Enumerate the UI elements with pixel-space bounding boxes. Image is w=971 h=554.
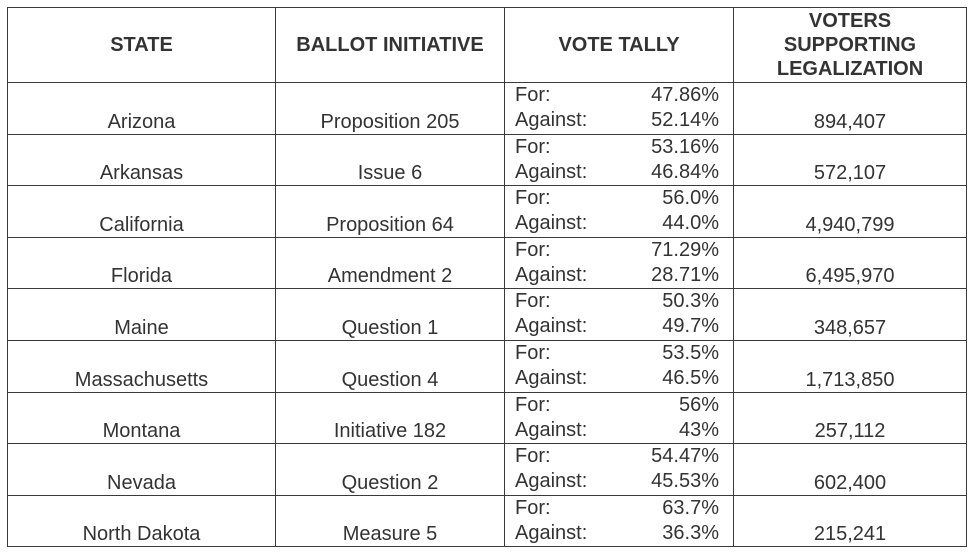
initiative-cell: Issue 6 [276, 134, 505, 186]
table-row [8, 289, 967, 341]
against-label: Against: [515, 366, 588, 389]
against-line [515, 521, 719, 546]
against-line [515, 418, 719, 443]
table-body [8, 83, 967, 547]
initiative-cell: Question 2 [276, 444, 505, 496]
state-cell: Arkansas [8, 134, 276, 186]
table-row [8, 134, 967, 186]
vote-tally-cell [505, 186, 734, 238]
for-line [515, 393, 719, 418]
for-percent: 54.47% [651, 445, 719, 468]
against-label: Against: [515, 470, 588, 493]
against-percent: 45.53% [651, 470, 719, 493]
voters-supporting-cell: 1,713,850 [734, 340, 967, 392]
voters-supporting-cell: 215,241 [734, 495, 967, 547]
state-cell: Arizona [8, 83, 276, 135]
vote-tally [505, 393, 733, 443]
for-label: For: [515, 496, 551, 519]
initiative-cell: Question 4 [276, 340, 505, 392]
vote-tally [505, 341, 733, 391]
table-row [8, 237, 967, 289]
vote-tally-cell [505, 444, 734, 496]
state-cell: Montana [8, 392, 276, 444]
vote-tally [505, 186, 733, 236]
initiative-cell: Initiative 182 [276, 392, 505, 444]
table-row [8, 83, 967, 135]
against-line [515, 366, 719, 391]
against-percent: 28.71% [651, 263, 719, 286]
voters-supporting-cell: 4,940,799 [734, 186, 967, 238]
for-line [515, 186, 719, 211]
state-cell: Florida [8, 237, 276, 289]
state-cell: Nevada [8, 444, 276, 496]
for-percent: 56.0% [662, 187, 719, 210]
initiative-cell: Amendment 2 [276, 237, 505, 289]
for-percent: 50.3% [662, 290, 719, 313]
vote-tally-cell [505, 134, 734, 186]
voters-supporting-column-header [734, 8, 967, 83]
for-line [515, 444, 719, 469]
for-line [515, 341, 719, 366]
state-cell: Massachusetts [8, 340, 276, 392]
for-label: For: [515, 290, 551, 313]
table-row [8, 495, 967, 547]
against-percent: 44.0% [662, 212, 719, 235]
ballot-results-table [7, 7, 967, 547]
vote-tally [505, 289, 733, 339]
against-label: Against: [515, 212, 588, 235]
for-label: For: [515, 84, 551, 106]
vote-tally [505, 83, 733, 133]
for-label: For: [515, 341, 551, 364]
for-label: For: [515, 445, 551, 468]
against-percent: 43% [678, 418, 719, 441]
against-percent: 46.5% [662, 366, 719, 389]
against-line [515, 469, 719, 494]
for-label: For: [515, 393, 551, 416]
vote-tally-cell [505, 495, 734, 547]
table-header [8, 8, 967, 83]
voters-supporting-cell: 572,107 [734, 134, 967, 186]
against-line [515, 160, 719, 185]
table-row [8, 186, 967, 238]
initiative-cell: Measure 5 [276, 495, 505, 547]
for-percent: 53.5% [662, 341, 719, 364]
vote-tally-cell [505, 289, 734, 341]
vote-tally-cell [505, 83, 734, 135]
state-cell: Maine [8, 289, 276, 341]
for-line [515, 83, 719, 108]
voters-supporting-cell: 894,407 [734, 83, 967, 135]
against-percent: 49.7% [662, 315, 719, 338]
initiative-cell: Question 1 [276, 289, 505, 341]
for-line [515, 135, 719, 160]
for-percent: 71.29% [651, 238, 719, 261]
header-row [8, 8, 967, 83]
for-label: For: [515, 187, 551, 210]
against-label: Against: [515, 263, 588, 286]
against-line [515, 108, 719, 133]
for-label: For: [515, 135, 551, 158]
voters-supporting-cell: 257,112 [734, 392, 967, 444]
against-line [515, 314, 719, 339]
ballot-initiative-column-header: BALLOT INITIATIVE [276, 8, 505, 83]
against-percent: 36.3% [662, 521, 719, 544]
for-percent: 63.7% [662, 496, 719, 519]
voters-header-line: SUPPORTING [783, 34, 917, 56]
vote-tally-cell [505, 340, 734, 392]
against-label: Against: [515, 315, 588, 338]
vote-tally-column-header: VOTE TALLY [505, 8, 734, 83]
for-percent: 56% [678, 393, 719, 416]
for-percent: 53.16% [651, 135, 719, 158]
initiative-cell: Proposition 205 [276, 83, 505, 135]
for-line [515, 496, 719, 521]
voters-supporting-cell: 6,495,970 [734, 237, 967, 289]
against-percent: 52.14% [651, 109, 719, 131]
table-row [8, 444, 967, 496]
vote-tally [505, 496, 733, 546]
against-percent: 46.84% [651, 160, 719, 183]
for-percent: 47.86% [651, 84, 719, 106]
against-label: Against: [515, 109, 588, 131]
against-line [515, 211, 719, 236]
initiative-cell: Proposition 64 [276, 186, 505, 238]
state-cell: California [8, 186, 276, 238]
for-line [515, 289, 719, 314]
vote-tally-cell [505, 237, 734, 289]
against-label: Against: [515, 418, 588, 441]
against-label: Against: [515, 521, 588, 544]
for-line [515, 238, 719, 263]
voters-supporting-cell: 602,400 [734, 444, 967, 496]
vote-tally-cell [505, 392, 734, 444]
voters-header-line: LEGALIZATION [776, 58, 924, 80]
table-row [8, 392, 967, 444]
vote-tally [505, 444, 733, 494]
voters-supporting-cell: 348,657 [734, 289, 967, 341]
state-cell: North Dakota [8, 495, 276, 547]
against-line [515, 263, 719, 288]
for-label: For: [515, 238, 551, 261]
state-column-header: STATE [8, 8, 276, 83]
table-row [8, 340, 967, 392]
vote-tally [505, 135, 733, 185]
vote-tally [505, 238, 733, 288]
against-label: Against: [515, 160, 588, 183]
voters-header-line: VOTERS [808, 10, 892, 32]
